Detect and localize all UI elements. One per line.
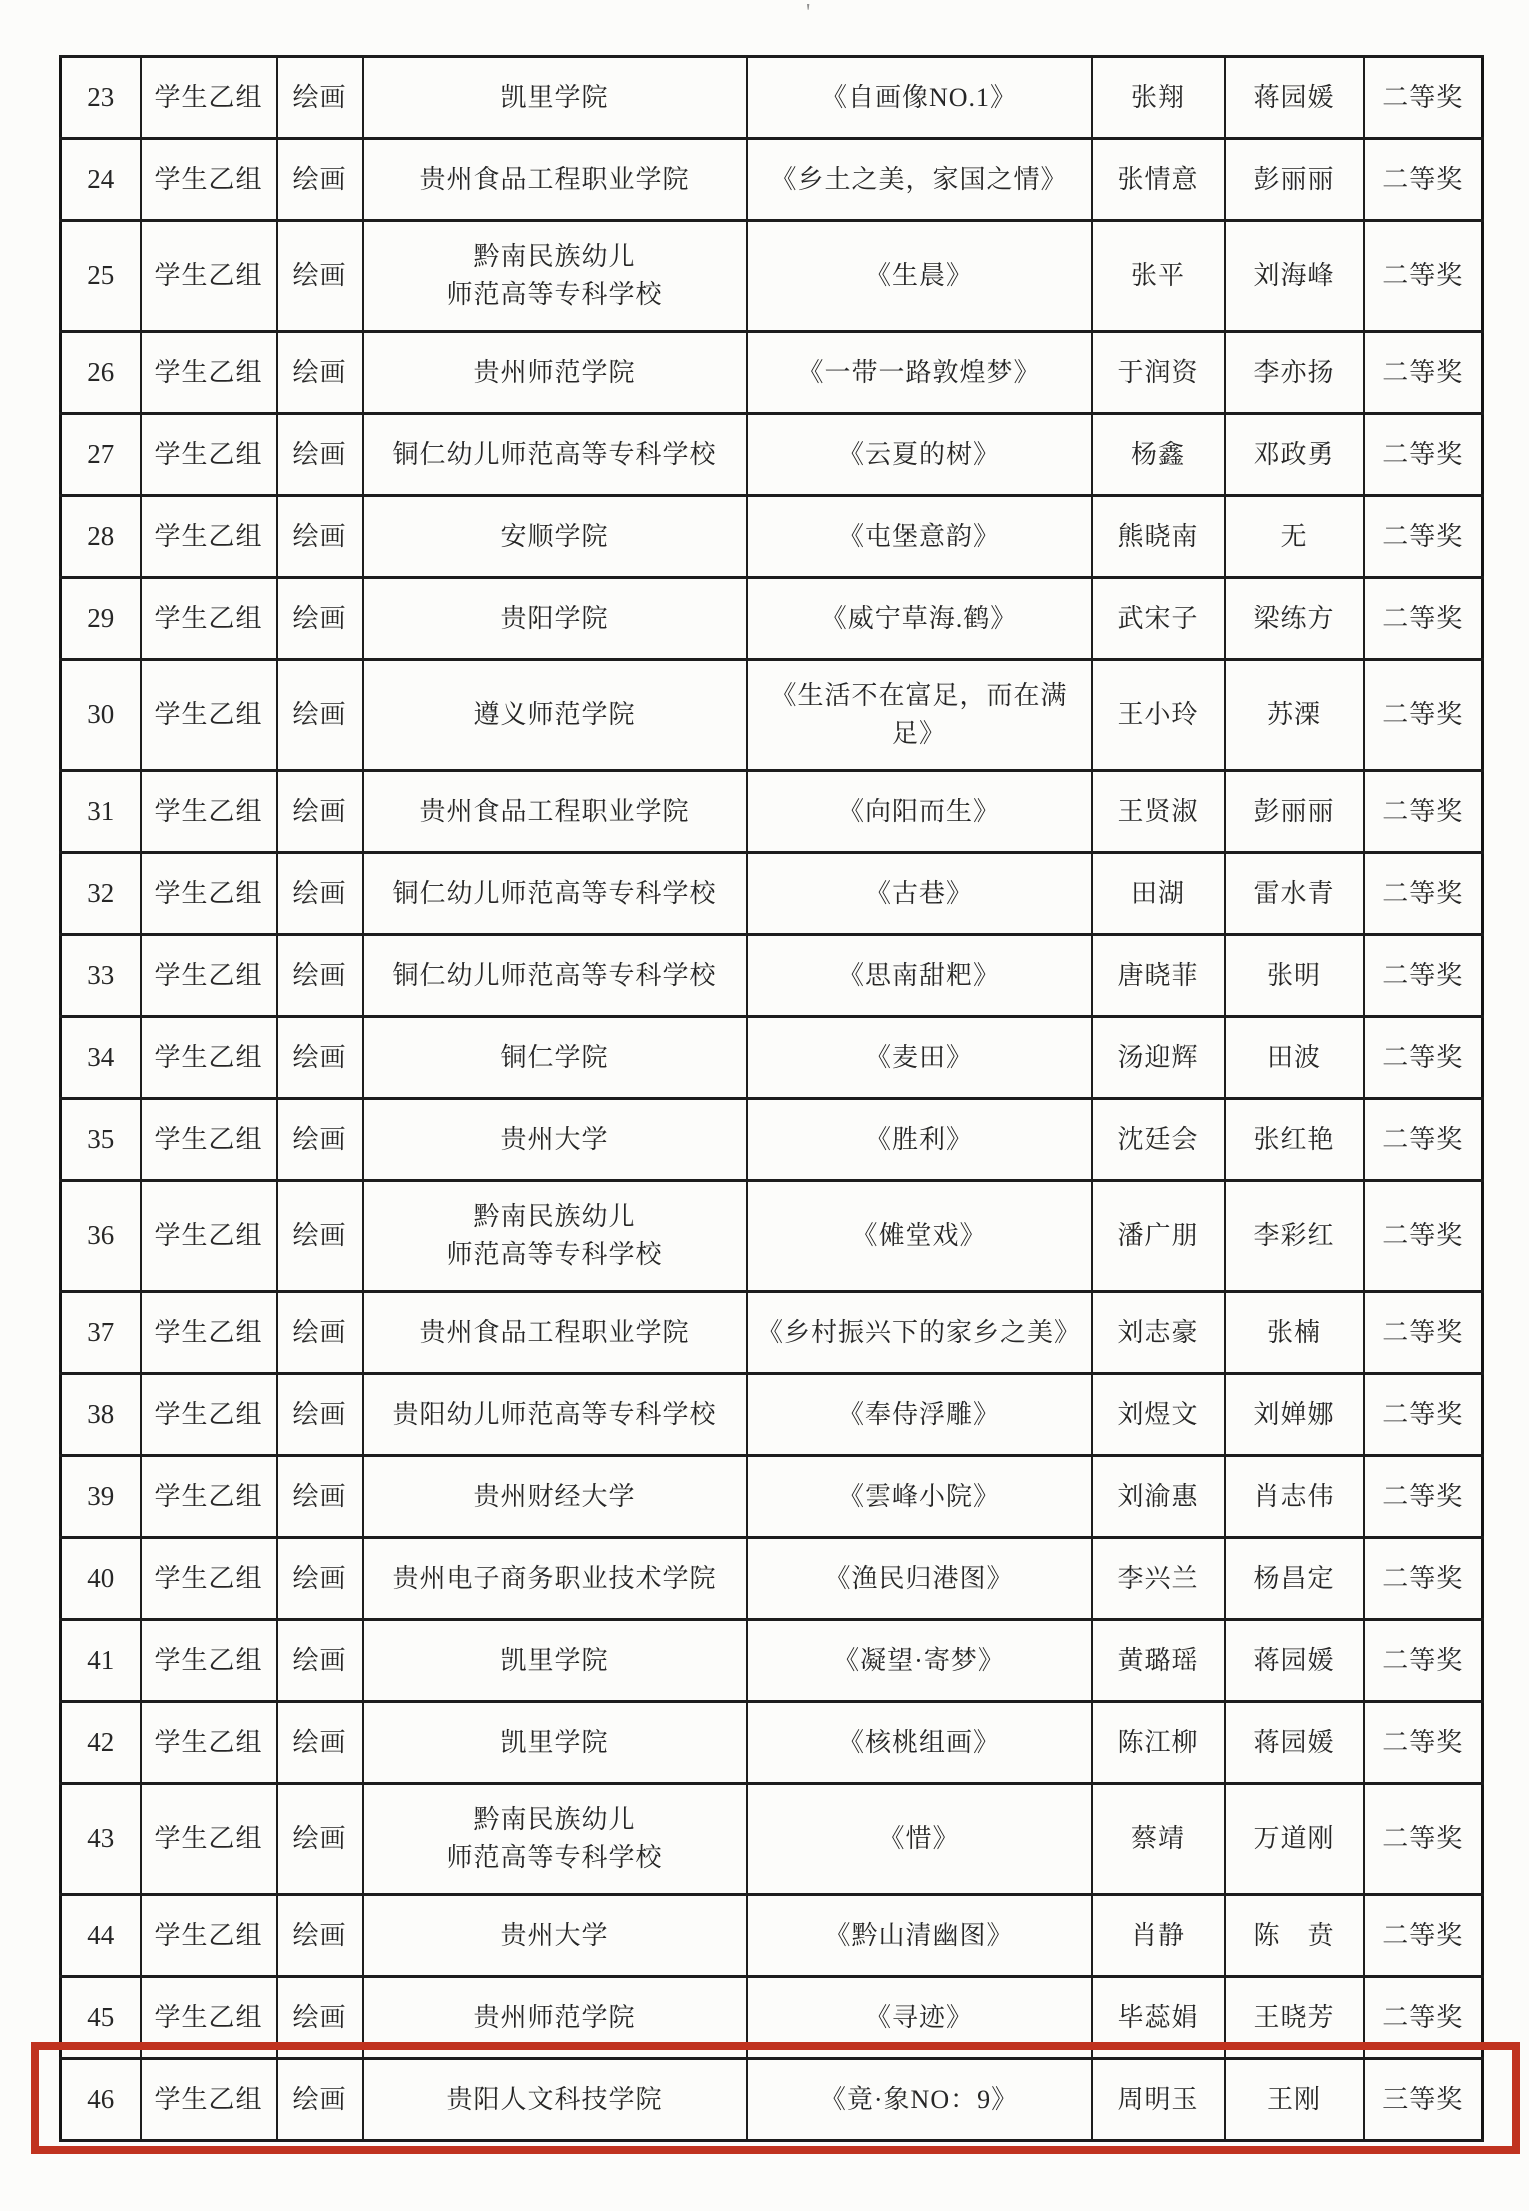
cell-category: 绘画: [277, 660, 363, 771]
cell-group: 学生乙组: [141, 1292, 277, 1374]
cell-category: 绘画: [277, 1977, 363, 2059]
cell-teacher: 陈 贲: [1225, 1895, 1364, 1977]
cell-school: 贵州食品工程职业学院: [363, 771, 747, 853]
cell-teacher: 张红艳: [1225, 1099, 1364, 1181]
cell-no: 27: [61, 414, 141, 496]
cell-award: 二等奖: [1364, 1895, 1483, 1977]
award-row-41: [61, 1620, 1483, 1702]
cell-category: 绘画: [277, 332, 363, 414]
cell-author: 王贤淑: [1092, 771, 1225, 853]
cell-award: 二等奖: [1364, 414, 1483, 496]
award-row-35: [61, 1099, 1483, 1181]
cell-category: 绘画: [277, 1456, 363, 1538]
cell-award: 二等奖: [1364, 1292, 1483, 1374]
cell-school: 黔南民族幼儿 师范高等专科学校: [363, 1181, 747, 1292]
cell-school: 贵州食品工程职业学院: [363, 139, 747, 221]
cell-category: 绘画: [277, 57, 363, 139]
cell-category: 绘画: [277, 2059, 363, 2141]
cell-school: 黔南民族幼儿 师范高等专科学校: [363, 1784, 747, 1895]
cell-category: 绘画: [277, 1538, 363, 1620]
cell-teacher: 无: [1225, 496, 1364, 578]
cell-teacher: 肖志伟: [1225, 1456, 1364, 1538]
cell-author: 蔡靖: [1092, 1784, 1225, 1895]
award-row-46: [61, 2059, 1483, 2141]
cell-no: 28: [61, 496, 141, 578]
cell-title: 《自画像NO.1》: [747, 57, 1092, 139]
cell-no: 41: [61, 1620, 141, 1702]
cell-school: 铜仁学院: [363, 1017, 747, 1099]
cell-author: 杨鑫: [1092, 414, 1225, 496]
cell-title: 《麦田》: [747, 1017, 1092, 1099]
cell-group: 学生乙组: [141, 1784, 277, 1895]
award-row-31: [61, 771, 1483, 853]
cell-title: 《渔民归港图》: [747, 1538, 1092, 1620]
cell-teacher: 梁练方: [1225, 578, 1364, 660]
cell-teacher: 李彩红: [1225, 1181, 1364, 1292]
cell-title: 《乡土之美，家国之情》: [747, 139, 1092, 221]
cell-award: 二等奖: [1364, 935, 1483, 1017]
cell-school: 贵州大学: [363, 1099, 747, 1181]
cell-award: 二等奖: [1364, 660, 1483, 771]
cell-title: 《向阳而生》: [747, 771, 1092, 853]
cell-award: 二等奖: [1364, 221, 1483, 332]
cell-school: 凯里学院: [363, 1702, 747, 1784]
cell-author: 张情意: [1092, 139, 1225, 221]
cell-award: 二等奖: [1364, 1538, 1483, 1620]
cell-teacher: 张楠: [1225, 1292, 1364, 1374]
cell-award: 二等奖: [1364, 1784, 1483, 1895]
cell-teacher: 王刚: [1225, 2059, 1364, 2141]
cell-school: 贵阳学院: [363, 578, 747, 660]
cell-school: 贵阳人文科技学院: [363, 2059, 747, 2141]
cell-author: 王小玲: [1092, 660, 1225, 771]
cell-title: 《乡村振兴下的家乡之美》: [747, 1292, 1092, 1374]
cell-author: 刘煜文: [1092, 1374, 1225, 1456]
cell-award: 二等奖: [1364, 1017, 1483, 1099]
cell-teacher: 邓政勇: [1225, 414, 1364, 496]
cell-title: 《生活不在富足，而在满足》: [747, 660, 1092, 771]
cell-no: 38: [61, 1374, 141, 1456]
cell-no: 40: [61, 1538, 141, 1620]
cell-author: 熊晓南: [1092, 496, 1225, 578]
cell-title: 《凝望·寄梦》: [747, 1620, 1092, 1702]
cell-author: 沈廷会: [1092, 1099, 1225, 1181]
cell-group: 学生乙组: [141, 1538, 277, 1620]
cell-title: 《寻迹》: [747, 1977, 1092, 2059]
cell-title: 《竟·象NO：9》: [747, 2059, 1092, 2141]
award-row-25: [61, 221, 1483, 332]
cell-award: 二等奖: [1364, 578, 1483, 660]
cell-category: 绘画: [277, 1374, 363, 1456]
cell-no: 43: [61, 1784, 141, 1895]
cell-award: 二等奖: [1364, 1099, 1483, 1181]
cell-no: 46: [61, 2059, 141, 2141]
cell-group: 学生乙组: [141, 496, 277, 578]
cell-award: 二等奖: [1364, 1374, 1483, 1456]
award-row-30: [61, 660, 1483, 771]
award-row-23: [61, 57, 1483, 139]
cell-category: 绘画: [277, 1702, 363, 1784]
cell-no: 37: [61, 1292, 141, 1374]
cell-group: 学生乙组: [141, 771, 277, 853]
cell-group: 学生乙组: [141, 935, 277, 1017]
cell-group: 学生乙组: [141, 853, 277, 935]
cell-title: 《生晨》: [747, 221, 1092, 332]
cell-author: 刘志豪: [1092, 1292, 1225, 1374]
cell-award: 二等奖: [1364, 496, 1483, 578]
cell-category: 绘画: [277, 771, 363, 853]
cell-no: 25: [61, 221, 141, 332]
awards-table: [59, 55, 1484, 2142]
cell-school: 凯里学院: [363, 57, 747, 139]
award-row-43: [61, 1784, 1483, 1895]
award-row-36: [61, 1181, 1483, 1292]
cell-no: 39: [61, 1456, 141, 1538]
cell-school: 安顺学院: [363, 496, 747, 578]
cell-award: 二等奖: [1364, 139, 1483, 221]
cell-author: 黄璐瑶: [1092, 1620, 1225, 1702]
cell-award: 二等奖: [1364, 1181, 1483, 1292]
cell-school: 铜仁幼儿师范高等专科学校: [363, 935, 747, 1017]
cell-category: 绘画: [277, 1784, 363, 1895]
cell-category: 绘画: [277, 496, 363, 578]
award-row-37: [61, 1292, 1483, 1374]
cell-teacher: 蒋园媛: [1225, 1702, 1364, 1784]
cell-group: 学生乙组: [141, 1374, 277, 1456]
cell-school: 铜仁幼儿师范高等专科学校: [363, 414, 747, 496]
cell-category: 绘画: [277, 1895, 363, 1977]
cell-title: 《黔山清幽图》: [747, 1895, 1092, 1977]
cell-title: 《威宁草海.鹤》: [747, 578, 1092, 660]
cell-school: 贵州师范学院: [363, 1977, 747, 2059]
cell-group: 学生乙组: [141, 1456, 277, 1538]
award-row-34: [61, 1017, 1483, 1099]
cell-school: 黔南民族幼儿 师范高等专科学校: [363, 221, 747, 332]
cell-group: 学生乙组: [141, 1895, 277, 1977]
award-row-44: [61, 1895, 1483, 1977]
cell-category: 绘画: [277, 1017, 363, 1099]
cell-no: 44: [61, 1895, 141, 1977]
cell-category: 绘画: [277, 414, 363, 496]
scan-artifact-mark: ': [806, 0, 811, 26]
cell-category: 绘画: [277, 139, 363, 221]
cell-award: 二等奖: [1364, 1977, 1483, 2059]
cell-title: 《雲峰小院》: [747, 1456, 1092, 1538]
cell-award: 二等奖: [1364, 771, 1483, 853]
award-row-27: [61, 414, 1483, 496]
cell-teacher: 蒋园媛: [1225, 1620, 1364, 1702]
cell-teacher: 雷水青: [1225, 853, 1364, 935]
cell-author: 田湖: [1092, 853, 1225, 935]
cell-school: 凯里学院: [363, 1620, 747, 1702]
cell-award: 二等奖: [1364, 1702, 1483, 1784]
cell-teacher: 杨昌定: [1225, 1538, 1364, 1620]
award-row-42: [61, 1702, 1483, 1784]
cell-teacher: 彭丽丽: [1225, 771, 1364, 853]
cell-title: 《古巷》: [747, 853, 1092, 935]
cell-group: 学生乙组: [141, 1017, 277, 1099]
cell-teacher: 李亦扬: [1225, 332, 1364, 414]
cell-no: 23: [61, 57, 141, 139]
cell-author: 张平: [1092, 221, 1225, 332]
cell-school: 铜仁幼儿师范高等专科学校: [363, 853, 747, 935]
cell-award: 二等奖: [1364, 853, 1483, 935]
cell-award: 二等奖: [1364, 1620, 1483, 1702]
cell-author: 刘渝惠: [1092, 1456, 1225, 1538]
cell-no: 33: [61, 935, 141, 1017]
cell-no: 30: [61, 660, 141, 771]
award-row-45: [61, 1977, 1483, 2059]
cell-author: 毕蕊娟: [1092, 1977, 1225, 2059]
cell-category: 绘画: [277, 221, 363, 332]
cell-title: 《胜利》: [747, 1099, 1092, 1181]
cell-no: 31: [61, 771, 141, 853]
cell-group: 学生乙组: [141, 1620, 277, 1702]
award-row-33: [61, 935, 1483, 1017]
cell-teacher: 田波: [1225, 1017, 1364, 1099]
cell-group: 学生乙组: [141, 1099, 277, 1181]
cell-group: 学生乙组: [141, 660, 277, 771]
cell-school: 贵州大学: [363, 1895, 747, 1977]
cell-school: 贵州师范学院: [363, 332, 747, 414]
cell-no: 36: [61, 1181, 141, 1292]
cell-author: 汤迎辉: [1092, 1017, 1225, 1099]
award-row-28: [61, 496, 1483, 578]
cell-no: 34: [61, 1017, 141, 1099]
cell-teacher: 苏溧: [1225, 660, 1364, 771]
cell-award: 二等奖: [1364, 57, 1483, 139]
cell-school: 贵阳幼儿师范高等专科学校: [363, 1374, 747, 1456]
cell-teacher: 刘婵娜: [1225, 1374, 1364, 1456]
award-row-24: [61, 139, 1483, 221]
cell-no: 29: [61, 578, 141, 660]
cell-title: 《云夏的树》: [747, 414, 1092, 496]
cell-title: 《屯堡意韵》: [747, 496, 1092, 578]
cell-teacher: 张明: [1225, 935, 1364, 1017]
cell-group: 学生乙组: [141, 2059, 277, 2141]
award-row-39: [61, 1456, 1483, 1538]
cell-category: 绘画: [277, 1292, 363, 1374]
cell-category: 绘画: [277, 1099, 363, 1181]
cell-teacher: 王晓芳: [1225, 1977, 1364, 2059]
cell-author: 于润资: [1092, 332, 1225, 414]
cell-title: 《核桃组画》: [747, 1702, 1092, 1784]
cell-category: 绘画: [277, 578, 363, 660]
cell-no: 24: [61, 139, 141, 221]
awards-table-body: [61, 57, 1483, 2141]
award-row-32: [61, 853, 1483, 935]
cell-school: 贵州财经大学: [363, 1456, 747, 1538]
award-row-26: [61, 332, 1483, 414]
cell-author: 潘广朋: [1092, 1181, 1225, 1292]
cell-group: 学生乙组: [141, 57, 277, 139]
cell-group: 学生乙组: [141, 414, 277, 496]
cell-no: 45: [61, 1977, 141, 2059]
cell-group: 学生乙组: [141, 1702, 277, 1784]
cell-group: 学生乙组: [141, 332, 277, 414]
cell-group: 学生乙组: [141, 221, 277, 332]
award-row-40: [61, 1538, 1483, 1620]
cell-category: 绘画: [277, 1620, 363, 1702]
cell-category: 绘画: [277, 935, 363, 1017]
cell-award: 二等奖: [1364, 332, 1483, 414]
cell-author: 李兴兰: [1092, 1538, 1225, 1620]
cell-teacher: 刘海峰: [1225, 221, 1364, 332]
cell-author: 周明玉: [1092, 2059, 1225, 2141]
cell-title: 《惜》: [747, 1784, 1092, 1895]
cell-author: 陈江柳: [1092, 1702, 1225, 1784]
cell-group: 学生乙组: [141, 578, 277, 660]
cell-school: 遵义师范学院: [363, 660, 747, 771]
cell-author: 肖静: [1092, 1895, 1225, 1977]
cell-group: 学生乙组: [141, 139, 277, 221]
cell-no: 32: [61, 853, 141, 935]
cell-title: 《思南甜粑》: [747, 935, 1092, 1017]
cell-title: 《傩堂戏》: [747, 1181, 1092, 1292]
award-row-38: [61, 1374, 1483, 1456]
cell-no: 26: [61, 332, 141, 414]
cell-award: 三等奖: [1364, 2059, 1483, 2141]
cell-author: 武宋子: [1092, 578, 1225, 660]
cell-title: 《一带一路敦煌梦》: [747, 332, 1092, 414]
cell-school: 贵州食品工程职业学院: [363, 1292, 747, 1374]
cell-teacher: 彭丽丽: [1225, 139, 1364, 221]
cell-group: 学生乙组: [141, 1977, 277, 2059]
cell-category: 绘画: [277, 1181, 363, 1292]
cell-group: 学生乙组: [141, 1181, 277, 1292]
cell-school: 贵州电子商务职业技术学院: [363, 1538, 747, 1620]
award-row-29: [61, 578, 1483, 660]
cell-no: 35: [61, 1099, 141, 1181]
cell-title: 《奉侍浮雕》: [747, 1374, 1092, 1456]
cell-category: 绘画: [277, 853, 363, 935]
cell-award: 二等奖: [1364, 1456, 1483, 1538]
cell-teacher: 万道刚: [1225, 1784, 1364, 1895]
cell-author: 张翔: [1092, 57, 1225, 139]
cell-no: 42: [61, 1702, 141, 1784]
cell-author: 唐晓菲: [1092, 935, 1225, 1017]
cell-teacher: 蒋园媛: [1225, 57, 1364, 139]
